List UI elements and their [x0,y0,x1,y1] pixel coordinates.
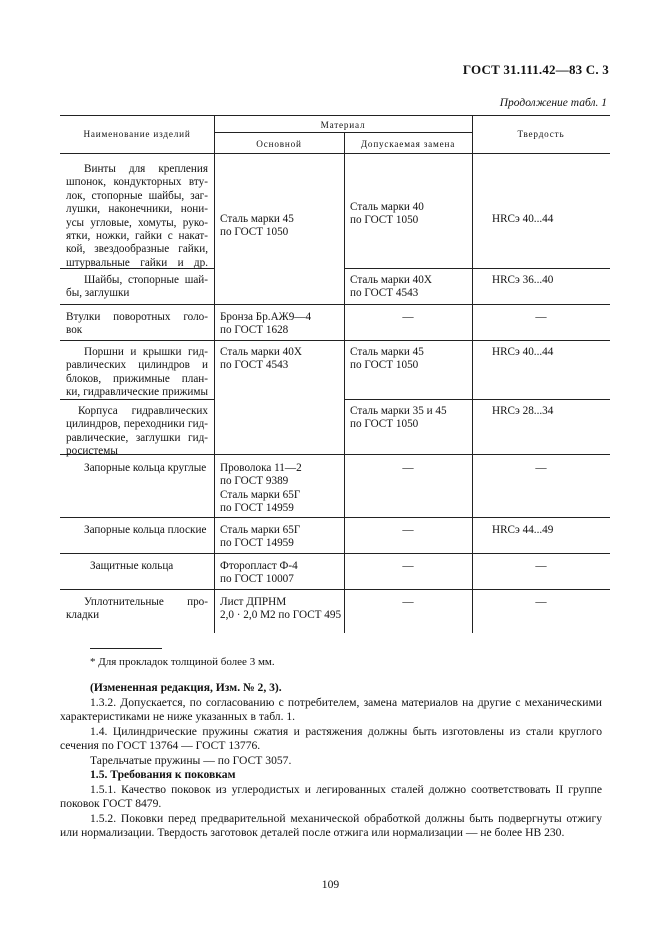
row-divider [60,589,610,590]
column-header-hardness: Твердость [517,129,565,139]
section-heading-1-5: 1.5. Требования к поковкам [90,768,236,781]
paragraph-1-5-1: 1.5.1. Качество поковок из углеродистых и легированных сталей должно соответствовать II группе поковок ГОСТ 8479. [60,783,602,811]
row-divider [60,340,610,341]
row-divider [60,553,610,554]
row-alt-material: — [402,311,414,323]
column-divider [344,132,345,633]
row-main-material: Сталь марки 40Х по ГОСТ 4543 [220,346,302,372]
row-name: Поршни и крышки гид- равлических цилиндров и блоков, прижимные план- ки, гидравлические прижимы [66,346,208,399]
row-hardness: HRCэ 40...44 [492,213,554,225]
header-bottom-rule [60,153,610,154]
row-main-material: Бронза Бр.АЖ9—4 по ГОСТ 1628 [220,311,312,337]
row-hardness: — [535,560,547,572]
row-alt-material: — [402,596,414,608]
row-divider [344,268,610,269]
materials-table [60,115,610,635]
row-name: Винты для крепления шпонок, кондукторных вту- лок, стопорные шайбы, заг- лушки, наконечники, нони- усы угловые, хомуты, руко- ятки, ножки, гайки с накат- кой, звездообразные гайки, штурвальные гайки и др. [66,163,208,269]
row-alt-material: — [402,524,414,536]
table-continuation-label: Продолжение табл. 1 [499,97,607,109]
footnote: * Для прокладок толщиной более 3 мм. [90,656,275,668]
row-main-material: Проволока 11—2 по ГОСТ 9389 Сталь марки 65Г по ГОСТ 14959 [220,462,302,515]
row-hardness: — [535,311,547,323]
row-hardness: — [535,462,547,474]
document-header: ГОСТ 31.111.42—83 С. 3 [462,62,609,77]
row-main-material: Фторопласт Ф-4 по ГОСТ 10007 [220,560,298,586]
footnote-rule [90,648,162,649]
paragraph-1-4: 1.4. Цилиндрические пружины сжатия и растяжения должны быть изготовлены из стали круглого сечения по ГОСТ 13764 — ГОСТ 13776. [60,725,602,753]
paragraph-1-3-2: 1.3.2. Допускается, по согласованию с потребителем, замена материалов на другие с механическими характеристиками не ниже указанных в табл. 1. [60,696,602,724]
row-name: Защитные кольца [90,560,174,572]
row-alt-material: Сталь марки 40Х по ГОСТ 4543 [350,274,432,300]
row-main-material: Сталь марки 65Г по ГОСТ 14959 [220,524,301,550]
row-name: Шайбы, стопорные шай- бы, заглушки [66,274,208,300]
column-header-alt: Допускаемая замена [360,139,456,149]
row-name: Корпуса гидравлических цилиндров, переходники гид- равлические, заглушки гид- росистемы [66,405,208,458]
column-header-material: Материал [320,120,366,130]
row-hardness: HRCэ 28...34 [492,405,554,417]
page-number: 109 [321,878,340,891]
table-top-rule [60,115,610,116]
row-name: Втулки поворотных голо- вок [66,311,208,337]
row-divider [60,304,610,305]
paragraph-1-5-2: 1.5.2. Поковки перед предварительной механической обработкой должны быть подвергнуты отжигу или нормализации. Твердость заготовок деталей после отжига или нормализации — не более НВ 230. [60,812,602,840]
column-header-name: Наименование изделий [83,129,191,139]
row-main-material: Сталь марки 45 по ГОСТ 1050 [220,213,294,239]
row-alt-material: Сталь марки 35 и 45 по ГОСТ 1050 [350,405,447,431]
row-name: Уплотнительные про- кладки [66,596,208,622]
row-alt-material: Сталь марки 40 по ГОСТ 1050 [350,201,424,227]
row-hardness: HRCэ 40...44 [492,346,554,358]
amendment-note: (Измененная редакция, Изм. № 2, 3). [90,681,282,694]
row-alt-material: Сталь марки 45 по ГОСТ 1050 [350,346,424,372]
row-divider [344,399,610,400]
row-hardness: HRCэ 36...40 [492,274,554,286]
row-hardness: — [535,596,547,608]
column-divider [214,115,215,633]
column-divider [472,115,473,633]
row-alt-material: — [402,462,414,474]
paragraph-belleville: Тарельчатые пружины — по ГОСТ 3057. [90,754,292,767]
row-divider [60,517,610,518]
row-name: Запорные кольца круглые [84,462,207,474]
row-main-material: Лист ДПРНМ 2,0 · 2,0 М2 по ГОСТ 495 [220,596,342,622]
row-hardness: HRCэ 44...49 [492,524,554,536]
row-alt-material: — [402,560,414,572]
column-header-main: Основной [256,139,302,149]
row-name: Запорные кольца плоские [84,524,207,536]
